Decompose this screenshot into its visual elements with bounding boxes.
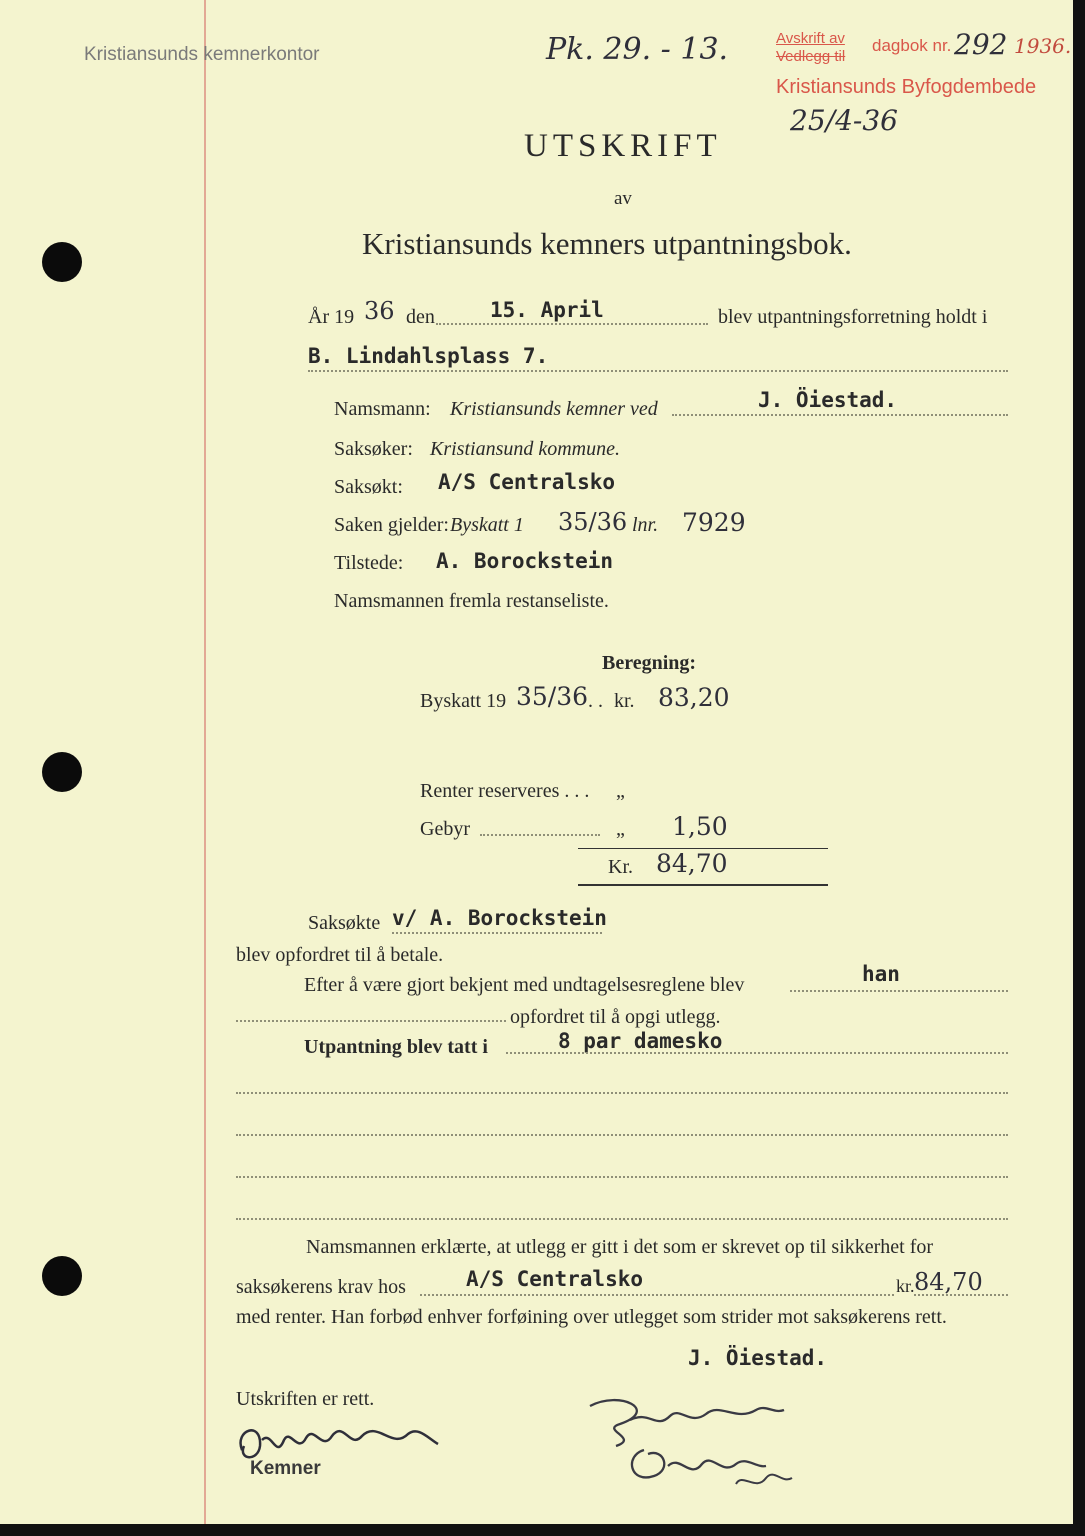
lnr-label: lnr. <box>632 514 659 536</box>
namsmann-label: Namsmann: <box>334 398 431 420</box>
court-signature <box>560 1380 820 1500</box>
saken-label: Saken gjelder: <box>334 514 449 536</box>
namsmann-value: Kristiansunds kemner ved <box>450 398 658 420</box>
opgi-text: opfordret til å opgi utlegg. <box>510 1006 721 1028</box>
den-label: den <box>406 306 435 328</box>
byskatt-dots: . . <box>588 690 603 712</box>
krav-label: saksøkerens krav hos <box>236 1276 406 1298</box>
margin-rule <box>204 0 206 1524</box>
punch-hole <box>42 1256 82 1296</box>
efter-value: han <box>862 962 900 986</box>
place-value: B. Lindahlsplass 7. <box>308 344 549 368</box>
copy-of-stamp: Avskrift av <box>776 30 845 47</box>
year-label: År 19 <box>308 306 355 328</box>
date-value: 15. April <box>490 298 604 322</box>
byskatt-label: Byskatt 19 <box>420 690 507 712</box>
namsmann-name: J. Öiestad. <box>758 388 898 412</box>
opfordret-text: blev opfordret til å betale. <box>236 944 444 966</box>
renter-ditto: „ <box>616 780 625 802</box>
gebyr-fill-line <box>480 834 600 836</box>
tilstede-value: A. Borockstein <box>436 549 614 573</box>
blank-line <box>236 1218 1008 1220</box>
book-title: Kristiansunds kemners utpantningsbok. <box>362 226 852 261</box>
total-amount: 84,70 <box>656 849 728 878</box>
scan-border-right <box>1073 0 1085 1536</box>
blank-line <box>236 1092 1008 1094</box>
date-fill-line <box>436 323 708 325</box>
calc-heading: Beregning: <box>602 652 697 674</box>
gebyr-amount: 1,50 <box>672 812 728 841</box>
saksoker-value: Kristiansund kommune. <box>430 438 620 460</box>
utpantning-fill-line <box>506 1052 1008 1054</box>
kr-label: kr. <box>614 690 635 712</box>
saken-year: 35/36 <box>558 508 628 536</box>
restanse-text: Namsmannen fremla restanseliste. <box>334 590 609 612</box>
attachment-stamp: Vedlegg til <box>776 48 846 65</box>
krav-value: A/S Centralsko <box>466 1267 644 1291</box>
gebyr-ditto: „ <box>616 818 625 840</box>
lnr-value: 7929 <box>682 508 746 537</box>
krav-kr: kr. <box>896 1276 915 1296</box>
punch-hole <box>42 752 82 792</box>
place-fill-line <box>308 370 1008 372</box>
year-value: 36 <box>364 297 395 325</box>
renter-label: Renter reserveres . . . <box>420 780 590 802</box>
renter-text: med renter. Han forbød enhver forføining over utlegget som strider mot saksøkerens rett. <box>236 1306 947 1328</box>
blank-line <box>236 1134 1008 1136</box>
byskatt-amount: 83,20 <box>658 683 730 712</box>
kemner-stamp: Kemner <box>250 1458 321 1479</box>
utpantning-label: Utpantning blev tatt i <box>304 1036 488 1058</box>
saksokt-value: A/S Centralsko <box>438 470 616 494</box>
page-reference: Pk. 29. - 13. <box>546 32 729 67</box>
saksokte-value: v/ A. Borockstein <box>392 906 607 930</box>
received-date: 25/4-36 <box>790 104 898 137</box>
punch-hole <box>42 242 82 282</box>
court-stamp: Kristiansunds Byfogdembede <box>776 76 1037 98</box>
namsmann-fill-line <box>672 414 1008 416</box>
correct-text: Utskriften er rett. <box>236 1388 375 1410</box>
journal-label: dagbok nr. <box>872 36 952 55</box>
journal-year: 1936. <box>1014 34 1072 58</box>
document-title: UTSKRIFT <box>524 128 722 164</box>
efter-text: Efter å være gjort bekjent med undtagelsesreglene blev <box>304 974 745 996</box>
efter-fill-line <box>790 990 1008 992</box>
total-rule <box>578 884 828 886</box>
held-text: blev utpantningsforretning holdt i <box>718 306 988 328</box>
saksokte-label: Saksøkte <box>308 912 381 934</box>
blank-line <box>236 1176 1008 1178</box>
saksokt-label: Saksøkt: <box>334 476 403 498</box>
opgi-fill-line <box>236 1020 506 1022</box>
tilstede-label: Tilstede: <box>334 552 404 574</box>
erklaerte-text: Namsmannen erklærte, at utlegg er gitt i det som er skrevet op til sikkerhet for <box>306 1236 934 1258</box>
office-stamp: Kristiansunds kemnerkontor <box>84 44 320 65</box>
total-label: Kr. <box>608 856 633 878</box>
title-of: av <box>614 188 632 209</box>
scan-border-bottom <box>0 1524 1085 1536</box>
gebyr-label: Gebyr <box>420 818 470 840</box>
signer-name: J. Öiestad. <box>688 1346 828 1370</box>
saken-value: Byskatt 1 <box>450 514 524 536</box>
krav-amount: 84,70 <box>914 1268 983 1296</box>
krav-amount-line <box>914 1294 1008 1296</box>
saksoker-label: Saksøker: <box>334 438 413 460</box>
krav-fill-line <box>420 1294 894 1296</box>
utpantning-value: 8 par damesko <box>558 1029 723 1053</box>
journal-number: 292 <box>954 28 1008 61</box>
byskatt-year: 35/36 <box>516 682 589 711</box>
saksokte-fill-line <box>392 932 602 934</box>
